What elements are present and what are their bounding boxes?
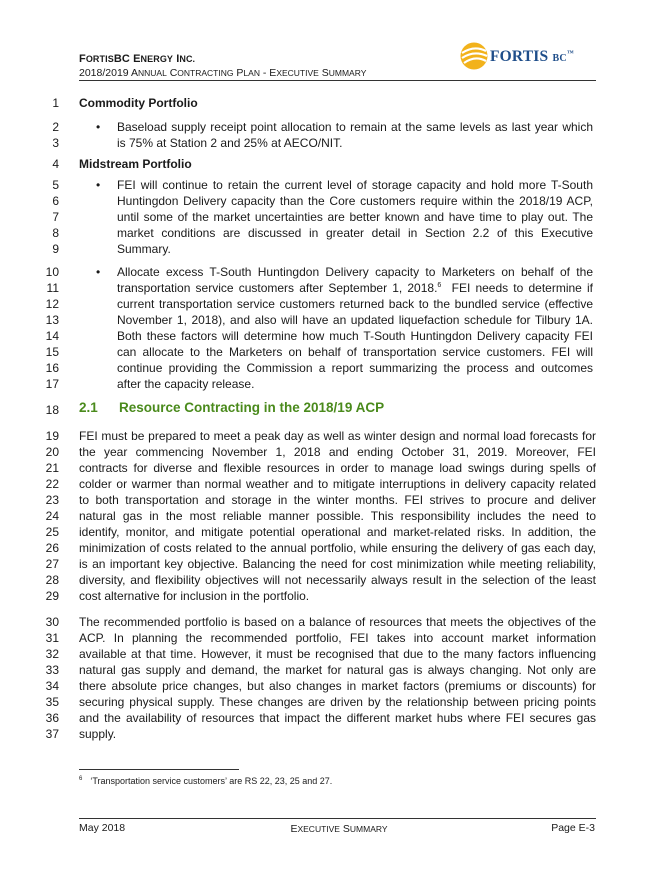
line-number: 9 [52, 242, 59, 256]
line-number: 23 [45, 493, 59, 507]
document-line [0, 710, 672, 726]
line-text: minimization of costs related to the annual portfolio, while ensuring the delivery of gas each day, [79, 541, 596, 555]
line-text: to both transportation and storage in the winter months. FEI strives to procure and deliver [79, 493, 596, 507]
document-line [0, 156, 672, 172]
fortisbc-sun-icon [459, 41, 489, 71]
line-number: 7 [52, 210, 59, 224]
line-text: Allocate excess T-South Huntingdon Delivery capacity to Marketers on behalf of the [117, 265, 593, 279]
document-line [0, 726, 672, 742]
line-number: 5 [52, 178, 59, 192]
line-number: 32 [45, 647, 59, 661]
line-number: 30 [45, 615, 59, 629]
line-number: 13 [45, 313, 59, 327]
document-line [0, 460, 672, 476]
fortisbc-logo [459, 40, 589, 72]
document-line [0, 646, 672, 662]
document-line [0, 524, 672, 540]
line-text: FEI must be prepared to meet a peak day as well as winter design and normal load forecasts for [79, 429, 596, 443]
document-line [0, 95, 672, 111]
footnote [79, 776, 332, 786]
line-text: diversity, and flexibility objectives will not necessarily always result in the selection of the least [79, 573, 596, 587]
document-line [0, 280, 672, 296]
footer-date: May 2018 [79, 822, 126, 834]
line-number: 14 [45, 329, 59, 343]
line-number: 21 [45, 461, 59, 475]
line-text: November 1, 2018), and also will have an updated liquefaction schedule for Tilbury 1A. [117, 313, 593, 327]
line-number: 27 [45, 557, 59, 571]
document-line [0, 209, 672, 225]
line-text: current transportation service customers returned back to the bundled service (effective [117, 297, 593, 311]
line-number: 16 [45, 361, 59, 375]
section-number: 2.1 [79, 400, 98, 415]
line-text-part: transportation service customers after September 1, 2018. [117, 281, 438, 295]
line-text: the year commencing November 1, 2018 and ending October 31, 2019. Moreover, FEI [79, 445, 596, 459]
line-text: is 75% at Station 2 and 25% at AECO/NIT. [117, 136, 343, 150]
document-line [0, 296, 672, 312]
document-line [0, 588, 672, 604]
line-number: 34 [45, 679, 59, 693]
fortisbc-logo-text: FORTIS BC™ [490, 48, 574, 65]
document-line [0, 344, 672, 360]
document-line [0, 444, 672, 460]
document-line [0, 492, 672, 508]
line-number: 10 [45, 265, 59, 279]
line-number: 37 [45, 727, 59, 741]
line-number: 17 [45, 377, 59, 391]
line-text: can allocate to the Marketers on behalf of transportation service customers. FEI will [117, 345, 593, 359]
line-text: Huntingdon Delivery capacity than the Core customers require within the 2018/19 ACP, [117, 194, 593, 208]
bullet-icon: • [96, 178, 101, 192]
line-text: identify, monitor, and mitigate potential operational and market-related risks. In addition, the [79, 525, 596, 539]
section-title: Resource Contracting in the 2018/19 ACP [119, 400, 385, 415]
document-line [0, 630, 672, 646]
header-divider [79, 80, 596, 81]
line-text: until some of the market uncertainties are better known and have time to play out. The [117, 210, 593, 224]
line-number: 36 [45, 711, 59, 725]
line-text: market conditions are discussed in greater detail in Section 2.2 of this Executive [117, 226, 593, 240]
line-text: natural gas in the most reliable manner possible. This responsibility includes the need to [79, 509, 596, 523]
line-text: contracts for diverse and flexible resources in order to manage load swings during spells of [79, 461, 596, 475]
footer-divider [79, 818, 596, 819]
document-line [0, 193, 672, 209]
document-line [0, 572, 672, 588]
document-line [0, 241, 672, 257]
document-line [0, 694, 672, 710]
line-number: 12 [45, 297, 59, 311]
line-number: 19 [45, 429, 59, 443]
line-text: Baseload supply receipt point allocation to remain at the same levels as last year which [117, 120, 593, 134]
line-text: supply. [79, 727, 117, 741]
document-line [0, 135, 672, 151]
line-number: 2 [52, 120, 59, 134]
document-line [0, 508, 672, 524]
line-number: 4 [52, 157, 59, 171]
line-text: Summary. [117, 242, 171, 256]
document-line [0, 360, 672, 376]
bullet-icon: • [96, 120, 101, 134]
footnote-text: ‘Transportation service customers’ are RS 22, 23, 25 and 27. [90, 776, 333, 786]
subsection-heading: Midstream Portfolio [79, 157, 192, 171]
footnote-reference[interactable]: 6 [437, 282, 442, 289]
line-number: 24 [45, 509, 59, 523]
line-number: 1 [52, 96, 59, 110]
line-number: 25 [45, 525, 59, 539]
line-text: after the capacity release. [117, 377, 255, 391]
document-line [0, 540, 672, 556]
line-number: 8 [52, 226, 59, 240]
line-number: 29 [45, 589, 59, 603]
line-text: cost alternative for inclusion in the portfolio. [79, 589, 310, 603]
line-number: 20 [45, 445, 59, 459]
line-text: natural gas supply and demand, the market for natural gas is always changing. Not only are [79, 663, 596, 677]
line-number: 31 [45, 631, 59, 645]
subsection-heading: Commodity Portfolio [79, 96, 198, 110]
footnote-divider [79, 769, 239, 770]
document-line [0, 264, 672, 280]
document-line [0, 614, 672, 630]
line-number: 18 [45, 403, 59, 417]
document-line [0, 678, 672, 694]
document-line [0, 428, 672, 444]
bullet-icon: • [96, 265, 101, 279]
document-line [0, 119, 672, 135]
document-line [0, 476, 672, 492]
line-text: available at that time. However, it must be recognised that due to the many factors influencing [79, 647, 596, 661]
line-number: 3 [52, 136, 59, 150]
document-line [0, 177, 672, 193]
line-text: FEI will continue to retain the current level of storage capacity and hold more T-South [117, 178, 593, 192]
line-number: 11 [46, 281, 59, 295]
footnote-mark: 6 [79, 776, 83, 782]
document-line [0, 662, 672, 678]
line-text [117, 280, 593, 296]
header-company-name: FORTISBC ENERGY INC. [79, 53, 196, 65]
line-text: The recommended portfolio is based on a balance of resources that meets the objectives of the [79, 615, 596, 629]
line-text: is an important key objective. Balancing the need for cost minimization while meeting reliability, [79, 557, 596, 571]
section-heading [79, 400, 384, 416]
document-line [0, 376, 672, 392]
document-line [0, 312, 672, 328]
line-text: securing physical supply. These changes are driven by the relationship between pricing points [79, 695, 596, 709]
line-number: 6 [52, 194, 59, 208]
footer-section-name: EXECUTIVE SUMMARY [290, 823, 388, 835]
line-number: 22 [45, 477, 59, 491]
line-number: 26 [45, 541, 59, 555]
line-text: there absolute price changes, but also changes in market factors (premiums or discounts) for [79, 679, 596, 693]
header-document-title: 2018/2019 ANNUAL CONTRACTING PLAN - EXECUTIVE SUMMARY [79, 67, 367, 79]
line-number: 15 [45, 345, 59, 359]
line-text: and the availability of resources that impact the different market hubs where FEI secures gas [79, 711, 596, 725]
line-text: continue providing the Commission a report summarizing the process and outcomes [117, 361, 593, 375]
line-text: colder or warmer than normal weather and to mitigate interruptions in delivery capacity related [79, 477, 596, 491]
line-text: Both these factors will determine how much T-South Huntingdon Delivery capacity FEI [117, 329, 593, 343]
document-line [0, 225, 672, 241]
document-line [0, 402, 672, 422]
line-text-part: FEI needs to determine if [441, 281, 593, 295]
line-number: 33 [45, 663, 59, 677]
line-number: 35 [45, 695, 59, 709]
line-number: 28 [45, 573, 59, 587]
document-line [0, 556, 672, 572]
line-text: ACP. In planning the recommended portfolio, FEI takes into account market information [79, 631, 596, 645]
footer-page-number: Page E-3 [551, 822, 595, 834]
document-line [0, 328, 672, 344]
